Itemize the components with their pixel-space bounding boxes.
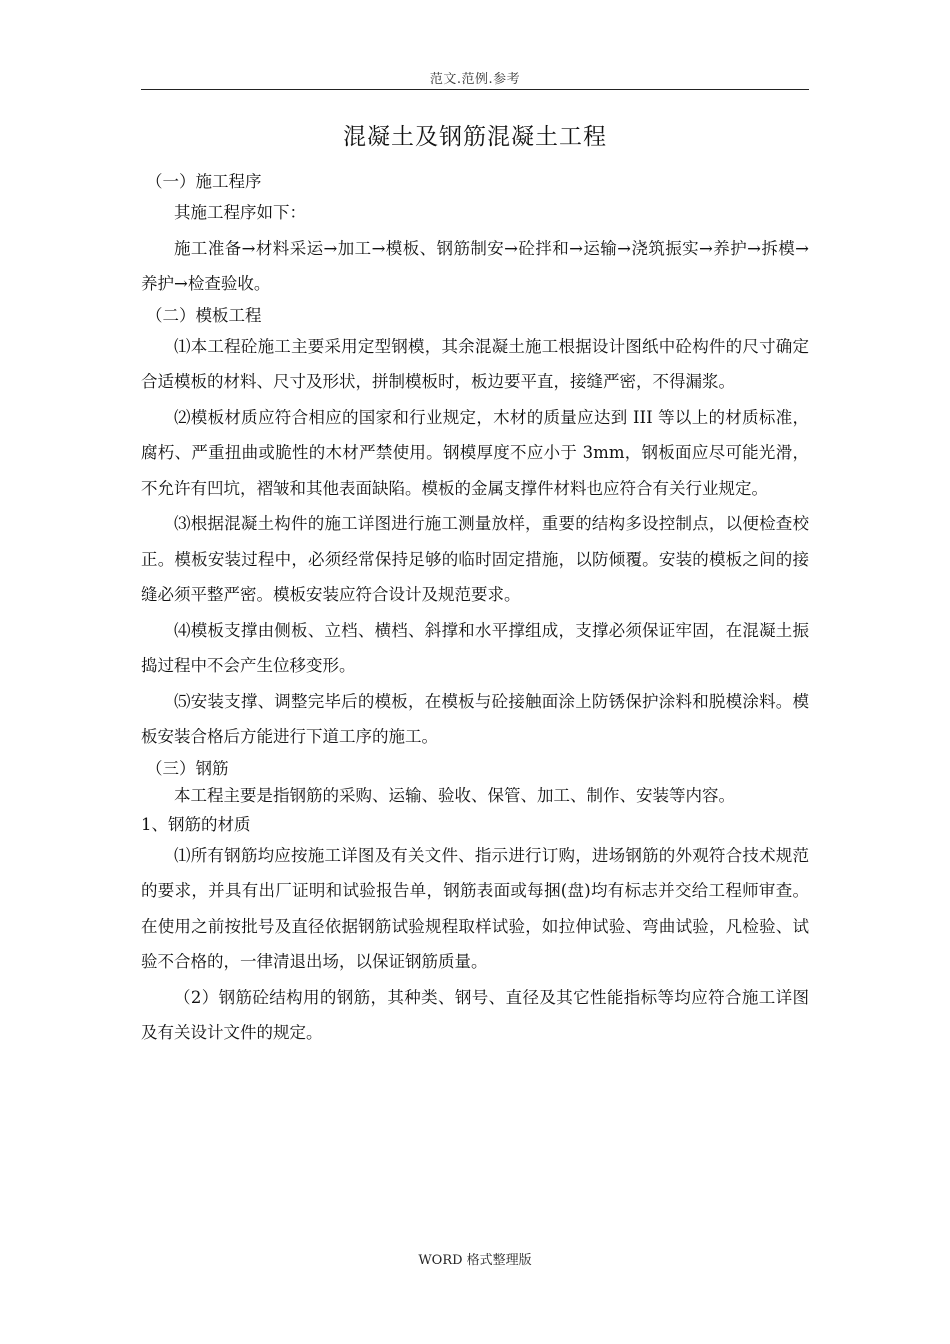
- formwork-item-2: ⑵模板材质应符合相应的国家和行业规定，木材的质量应达到 III 等以上的材质标准，腐朽、严重扭曲或脆性的木材严禁使用。钢模厚度不应小于 3mm，钢板面应尽可能光滑，不允许有凹坑，褶皱和其他表面缺陷。模板的金属支撑件材料也应符合有关行业规定。: [141, 407, 809, 498]
- section-heading-formwork: （二）模板工程: [146, 305, 262, 325]
- document-title: 混凝土及钢筋混凝土工程: [343, 124, 607, 150]
- page-header: 范文.范例.参考: [429, 72, 521, 87]
- formwork-item-1: ⑴本工程砼施工主要采用定型钢模，其余混凝土施工根据设计图纸中砼构件的尺寸确定合适模板的材料、尺寸及形状，拼制模板时，板边要平直，接缝严密，不得漏浆。: [141, 336, 809, 391]
- formwork-item-4: ⑷模板支撑由侧板、立档、横档、斜撑和水平撑组成，支撑必须保证牢固，在混凝土振捣过程中不会产生位移变形。: [141, 620, 809, 675]
- header-divider: [141, 89, 809, 90]
- formwork-item-5: ⑸安装支撑、调整完毕后的模板，在模板与砼接触面涂上防锈保护涂料和脱模涂料。模板安装合格后方能进行下道工序的施工。: [141, 691, 809, 746]
- section-heading-procedure: （一）施工程序: [146, 172, 262, 191]
- rebar-material-heading: 1、钢筋的材质: [141, 814, 251, 834]
- procedure-steps: 施工准备→材料采运→加工→模板、钢筋制安→砼拌和→运输→浇筑振实→养护→拆模→养护→检查验收。: [141, 238, 809, 293]
- section-heading-rebar: （三）钢筋: [146, 758, 229, 778]
- rebar-item-1: ⑴所有钢筋均应按施工详图及有关文件、指示进行订购，进场钢筋的外观符合技术规范的要求，并具有出厂证明和试验报告单，钢筋表面或每捆(盘)均有标志并交给工程师审查。在使用之前按批号及直径依据钢筋试验规程取样试验，如拉伸试验、弯曲试验，凡检验、试验不合格的，一律清退出场，以保证钢筋质量。: [141, 845, 809, 971]
- formwork-item-3: ⑶根据混凝土构件的施工详图进行施工测量放样，重要的结构多设控制点，以便检查校正。模板安装过程中，必须经常保持足够的临时固定措施，以防倾覆。安装的模板之间的接缝必须平整严密。模板安装应符合设计及规范要求。: [141, 514, 809, 604]
- document-body: [141, 168, 809, 1051]
- page-footer: WORD 格式整理版: [418, 1253, 532, 1268]
- rebar-item-2: （2）钢筋砼结构用的钢筋，其种类、钢号、直径及其它性能指标等均应符合施工详图及有关设计文件的规定。: [141, 987, 809, 1042]
- procedure-intro: 其施工程序如下：: [174, 203, 306, 222]
- rebar-intro: 本工程主要是指钢筋的采购、运输、验收、保管、加工、制作、安装等内容。: [174, 785, 735, 805]
